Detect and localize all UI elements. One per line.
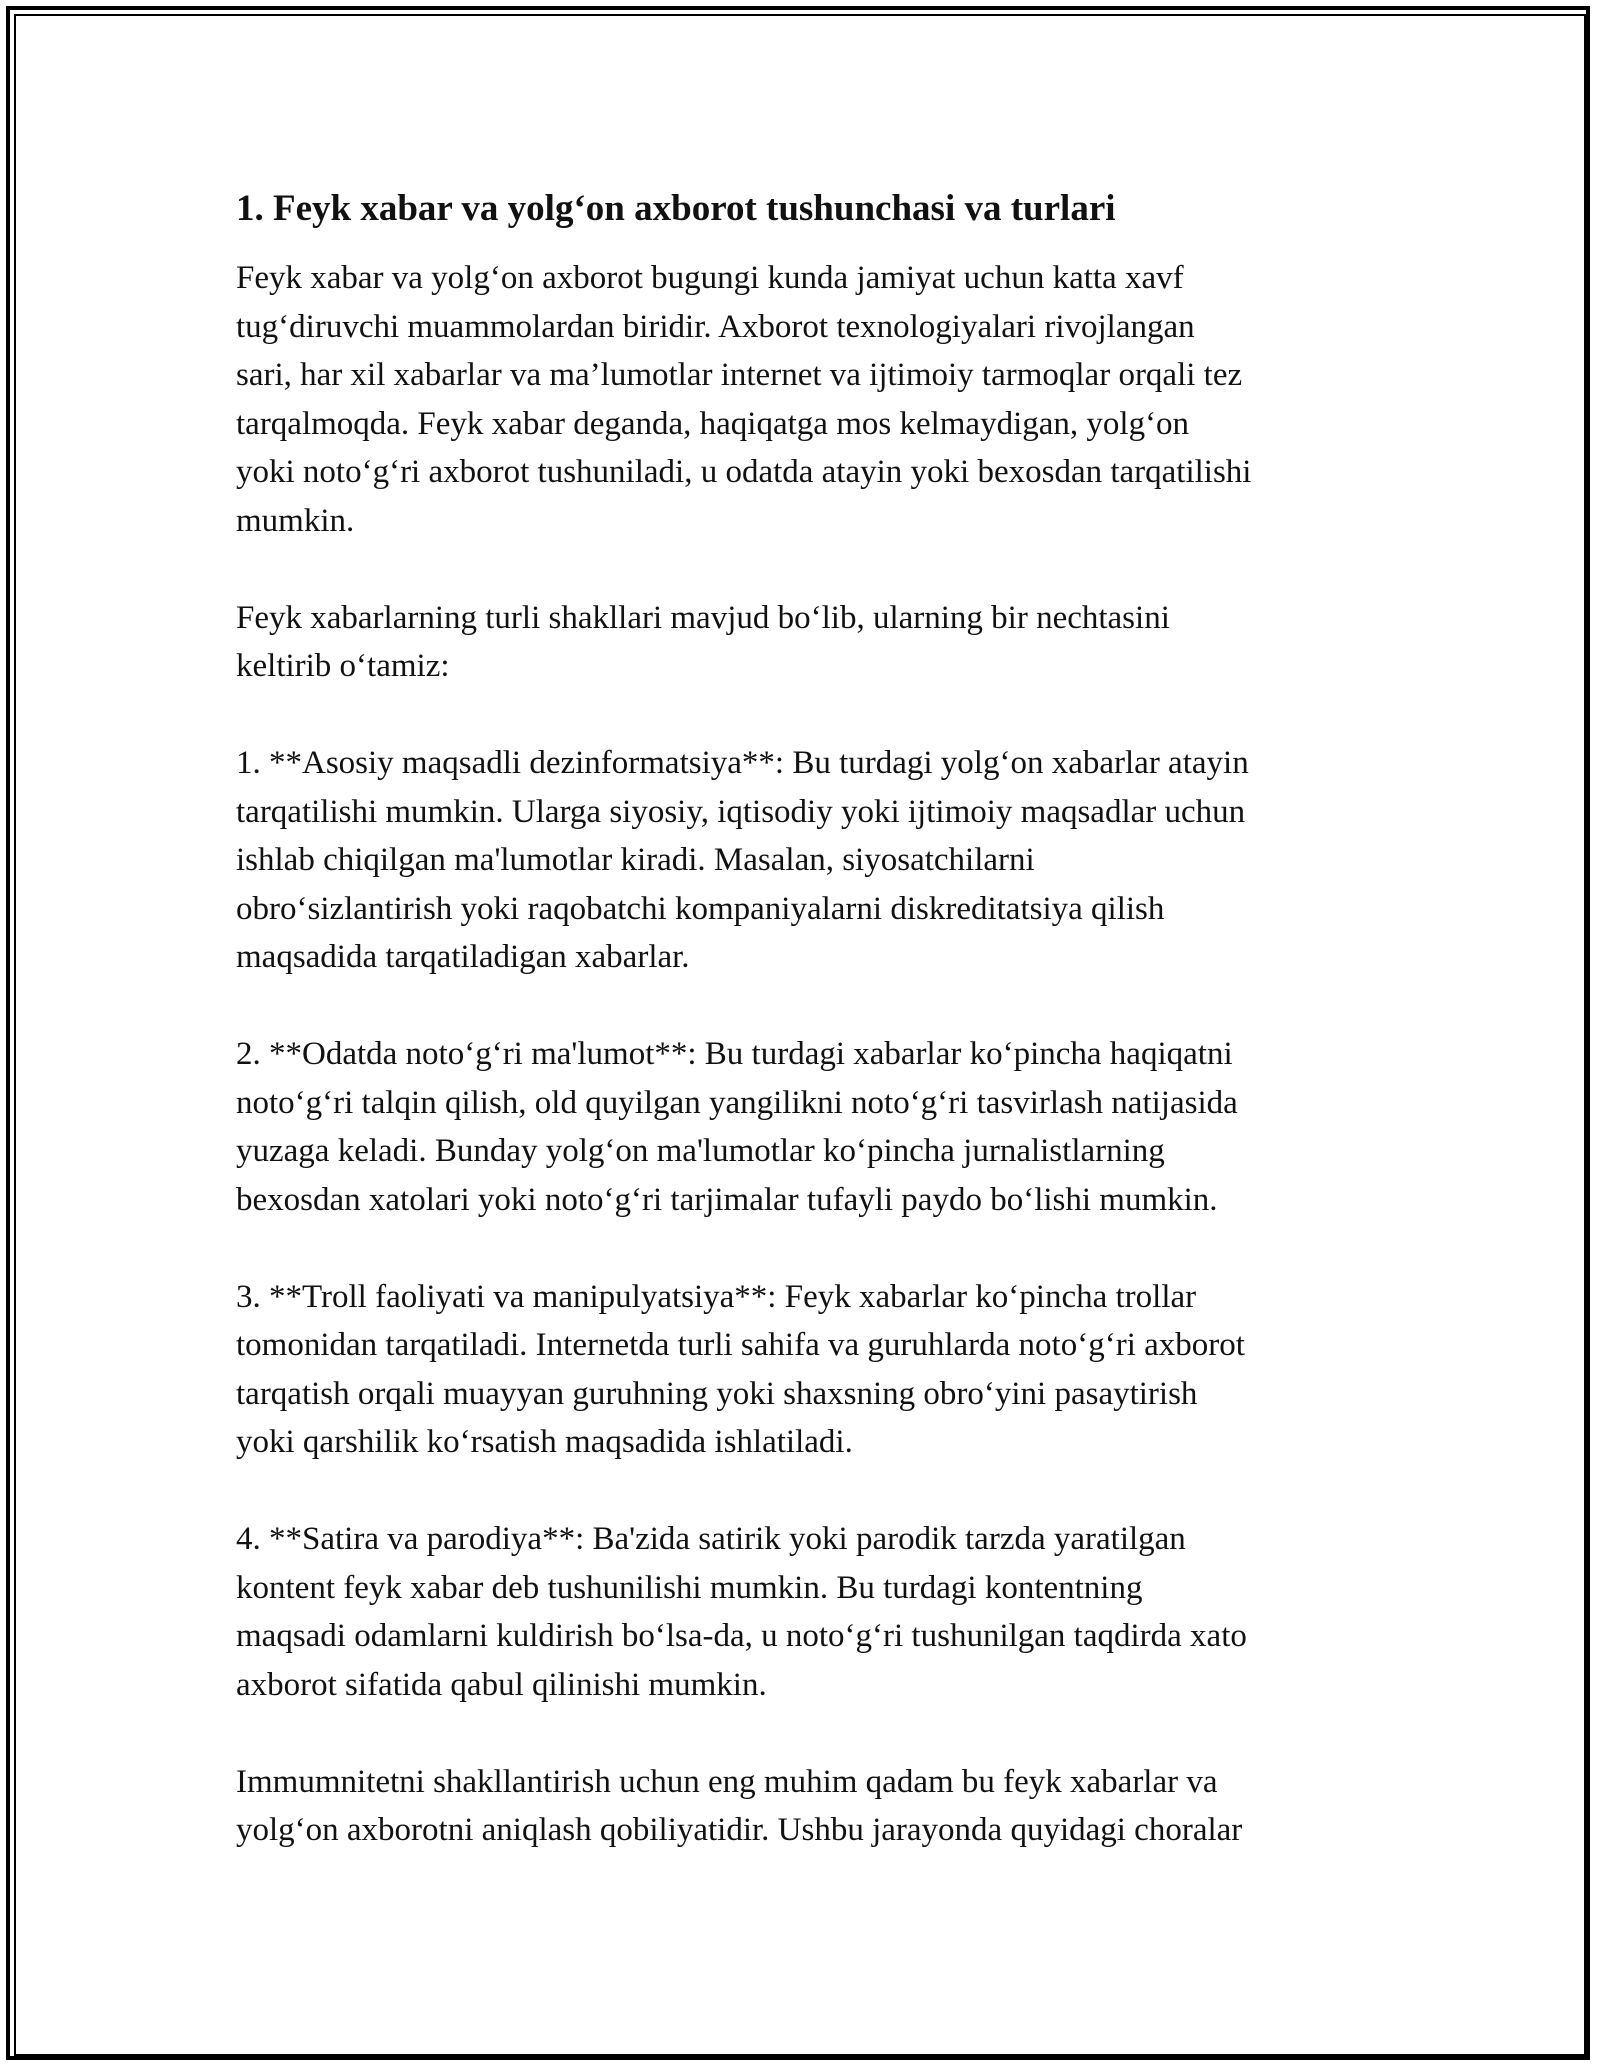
list-item-3: 3. **Troll faoliyati va manipulyatsiya**: Feyk xabarlar ko‘pincha trollar tomonidan tarqatiladi. Internetda turli sahifa va guruhlarda noto‘g‘ri axborot tarqatish orqali muayyan guruhning yoki shaxsning obro‘yini pasaytirish yoki qarshilik ko‘rsatish maqsadida ishlatiladi.	[236, 1278, 1245, 1460]
section-heading: 1. Feyk xabar va yolg‘on axborot tushunchasi va turlari	[236, 188, 1116, 229]
list-item-4: 4. **Satira va parodiya**: Ba'zida satirik yoki parodik tarzda yaratilgan kontent feyk xabar deb tushunilishi mumkin. Bu turdagi kontentning maqsadi odamlarni kuldirish bo‘lsa-da, u noto‘g‘ri tushunilgan taqdirda xato axborot sifatida qabul qilinishi mumkin.	[236, 1521, 1247, 1703]
paragraph-conclusion: Immumnitetni shakllantirish uchun eng muhim qadam bu feyk xabarlar va yolg‘on axborotni aniqlash qobiliyatidir. Ushbu jarayonda quyidagi choralar	[236, 1763, 1243, 1848]
list-item-1: 1. **Asosiy maqsadli dezinformatsiya**: Bu turdagi yolg‘on xabarlar atayin tarqatilishi mumkin. Ularga siyosiy, iqtisodiy yoki ijtimoiy maqsadlar uchun ishlab chiqilgan ma'lumotlar kiradi. Masalan, siyosatchilarni obro‘sizlantirish yoki raqobatchi kompaniyalarni diskreditatsiya qilish maqsadida tarqatiladigan xabarlar.	[236, 745, 1249, 975]
document-body	[236, 186, 1386, 1903]
paragraph-types-intro: Feyk xabarlarning turli shakllari mavjud bo‘lib, ularning bir nechtasini keltirib o‘tamiz:	[236, 599, 1170, 684]
paragraph-intro: Feyk xabar va yolg‘on axborot bugungi kunda jamiyat uchun katta xavf tug‘diruvchi muammolardan biridir. Axborot texnologiyalari rivojlangan sari, har xil xabarlar va ma’lumotlar internet va ijtimoiy tarmoqlar orqali tez tarqalmoqda. Feyk xabar deganda, haqiqatga mos kelmaydigan, yolg‘on yoki noto‘g‘ri axborot tushuniladi, u odatda atayin yoki bexosdan tarqatilishi mumkin.	[236, 260, 1252, 539]
list-item-2: 2. **Odatda noto‘g‘ri ma'lumot**: Bu turdagi xabarlar ko‘pincha haqiqatni noto‘g‘ri talqin qilish, old quyilgan yangilikni noto‘g‘ri tasvirlash natijasida yuzaga keladi. Bunday yolg‘on ma'lumotlar ko‘pincha jurnalistlarning bexosdan xatolari yoki noto‘g‘ri tarjimalar tufayli paydo bo‘lishi mumkin.	[236, 1036, 1238, 1218]
